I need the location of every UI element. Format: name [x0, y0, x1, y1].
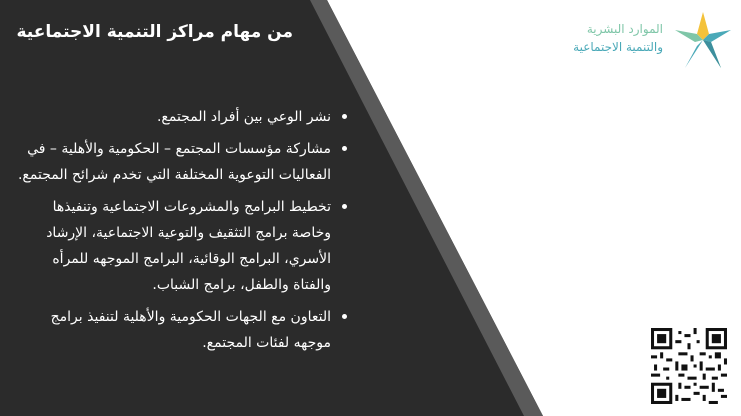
- ministry-logo: [543, 8, 733, 76]
- bullet-item: تخطيط البرامج والمشروعات الاجتماعية وتنفيذها وخاصة برامج التثقيف والتوعية الاجتماعية، الإرشاد الأسري، البرامج الوقائية، البرامج الموجهه للمرأه والفتاة والطفل، برامج الشباب.: [11, 194, 331, 298]
- qr-code-icon: [651, 328, 727, 404]
- bullet-item: مشاركة مؤسسات المجتمع – الحكومية والأهلية – في الفعاليات التوعوية المختلفة التي تخدم شرائح المجتمع.: [11, 136, 331, 188]
- slide-title: من مهام مراكز التنمية الاجتماعية: [16, 22, 293, 42]
- logo-text: [573, 20, 663, 56]
- bullet-item: نشر الوعي بين أفراد المجتمع.: [11, 104, 331, 130]
- logo-line-1: الموارد البشرية: [586, 22, 663, 36]
- logo-line-2: والتنمية الاجتماعية: [573, 40, 663, 54]
- bullet-item: التعاون مع الجهات الحكومية والأهلية لتنفيذ برامج موجهه لفئات المجتمع.: [11, 304, 331, 356]
- bullet-list: [11, 104, 349, 362]
- logo-star-icon: [673, 10, 733, 72]
